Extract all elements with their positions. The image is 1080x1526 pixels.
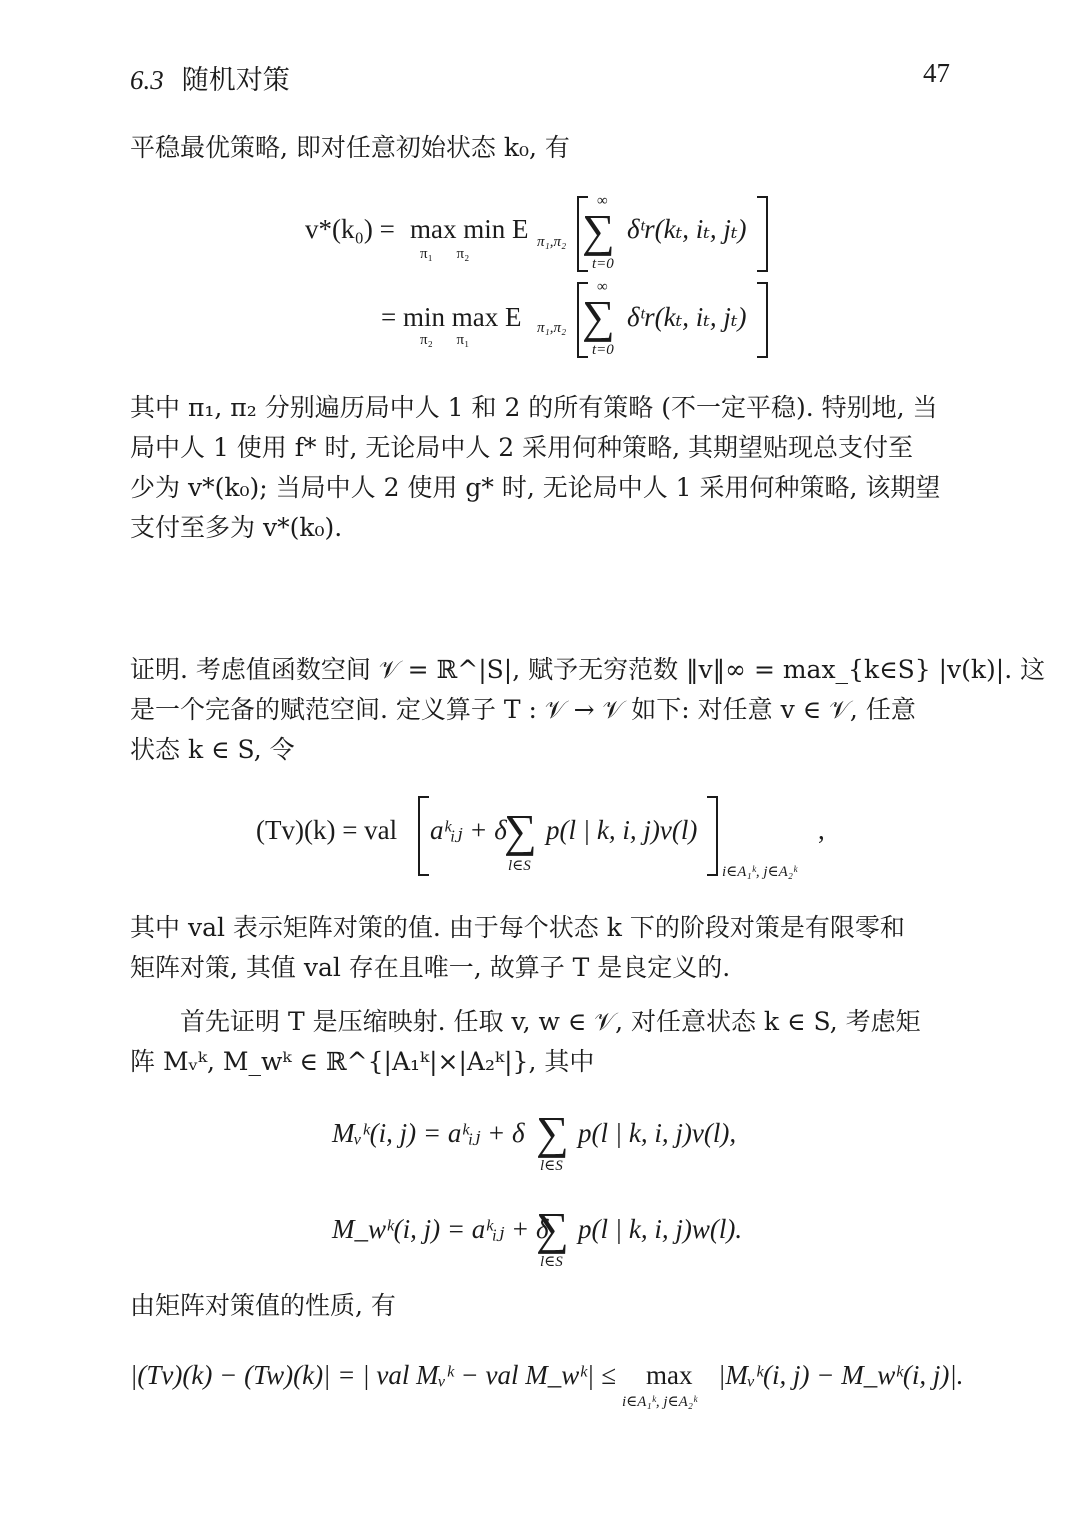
page-number: 47: [923, 58, 950, 88]
para4-line2: 阵 Mᵥᵏ, M_wᵏ ∈ ℝ^{|A₁ᵏ|×|A₂ᵏ|}, 其中: [130, 1047, 595, 1076]
para3-line2: 矩阵对策, 其值 val 存在且唯一, 故算子 T 是良定义的.: [130, 953, 731, 982]
eq1-sum-sign-2: ∑: [582, 291, 615, 342]
para2-line2: 局中人 1 使用 f* 时, 无论局中人 2 采用何种策略, 其期望贴现总支付至: [130, 433, 914, 462]
running-header: [130, 58, 290, 97]
para2-line4: 支付至多为 v*(k₀).: [130, 513, 343, 542]
proof-line1: 证明. 考虑值函数空间 𝒱 = ℝ^|S|, 赋予无穷范数 ‖v‖∞ = max_{k∈S} |v(k)|. 这: [130, 655, 1046, 684]
eq2-sum-sign: ∑: [504, 805, 537, 856]
eq1-ops-line1-sub: π₁ π₂: [420, 246, 470, 262]
eq2-tail: p(l | k, i, j)v(l): [546, 815, 698, 845]
eq4-max: max: [646, 1360, 693, 1390]
eq1-sum-bottom-2: t=0: [592, 342, 614, 358]
eq1-ops-line2-sub: π₂ π₁: [420, 332, 470, 348]
proof-line2: 是一个完备的赋范空间. 定义算子 T : 𝒱 → 𝒱 如下: 对任意 v ∈ 𝒱, 任意: [130, 695, 916, 724]
paragraph-intro: 平稳最优策略, 即对任意初始状态 k₀, 有: [130, 133, 570, 162]
paragraph-property: 由矩阵对策值的性质, 有: [130, 1291, 396, 1320]
eq1-ops-line1: max min E: [410, 214, 529, 244]
section-number: 6.3: [130, 65, 164, 95]
eq2-left-bracket: [418, 796, 429, 876]
eq1-expect-sub-1: π₁,π₂: [537, 234, 567, 250]
eq2-comma: ,: [818, 815, 825, 845]
eq3-tail-v: p(l | k, i, j)v(l),: [578, 1118, 737, 1148]
eq1-sum-sign-1: ∑: [582, 205, 615, 256]
para4-line1: 首先证明 T 是压缩映射. 任取 v, w ∈ 𝒱, 对任意状态 k ∈ S, 考虑矩: [180, 1007, 921, 1036]
eq3-sum-sign-v: ∑: [536, 1107, 569, 1158]
eq3-sum-bottom-v: l∈S: [540, 1158, 563, 1174]
eq1-sum-top-2: ∞: [597, 279, 608, 295]
eq3-tail-w: p(l | k, i, j)w(l).: [578, 1214, 743, 1244]
eq1-right-bracket-2: [757, 282, 768, 358]
proof-line3: 状态 k ∈ S, 令: [130, 735, 295, 764]
eq2-lhs: (Tv)(k) = val: [256, 815, 398, 845]
eq2-right-bracket: [707, 796, 718, 876]
eq4-max-sub: i∈A₁ᵏ, j∈A₂ᵏ: [622, 1394, 698, 1410]
eq4-rhs: |Mᵥᵏ(i, j) − M_wᵏ(i, j)|.: [718, 1360, 964, 1390]
eq3-lhs-w: M_wᵏ(i, j) = aᵏᵢⱼ + δ: [332, 1214, 549, 1244]
section-title: 随机对策: [181, 65, 290, 96]
eq1-sum-bottom-1: t=0: [592, 256, 614, 272]
para3-line1: 其中 val 表示矩阵对策的值. 由于每个状态 k 下的阶段对策是有限零和: [130, 913, 905, 942]
para2-line3: 少为 v*(k₀); 当局中人 2 使用 g* 时, 无论局中人 1 采用何种策略, 该期望: [130, 473, 941, 502]
eq1-summand-2: δᵗr(kₜ, iₜ, jₜ): [627, 302, 747, 332]
eq2-inner: aᵏᵢⱼ + δ: [430, 815, 507, 845]
eq1-right-bracket-1: [757, 196, 768, 272]
eq3-lhs-v: Mᵥᵏ(i, j) = aᵏᵢⱼ + δ: [332, 1118, 525, 1148]
eq1-ops-line2: = min max E: [381, 302, 522, 332]
eq4-lhs: |(Tv)(k) − (Tw)(k)| = | val Mᵥᵏ − val M_wᵏ| ≤: [130, 1360, 616, 1390]
eq3-sum-sign-w: ∑: [536, 1203, 569, 1254]
eq1-summand-1: δᵗr(kₜ, iₜ, jₜ): [627, 214, 747, 244]
eq2-sum-bottom: l∈S: [508, 858, 531, 874]
eq1-expect-sub-2: π₁,π₂: [537, 320, 567, 336]
eq2-outer-sub: i∈A₁ᵏ, j∈A₂ᵏ: [722, 864, 798, 880]
eq1-sum-top-1: ∞: [597, 193, 608, 209]
eq3-sum-bottom-w: l∈S: [540, 1254, 563, 1270]
eq1-lhs: v*(k₀) =: [305, 214, 395, 244]
para2-line1: 其中 π₁, π₂ 分别遍历局中人 1 和 2 的所有策略 (不一定平稳). 特别地, 当: [130, 393, 938, 422]
